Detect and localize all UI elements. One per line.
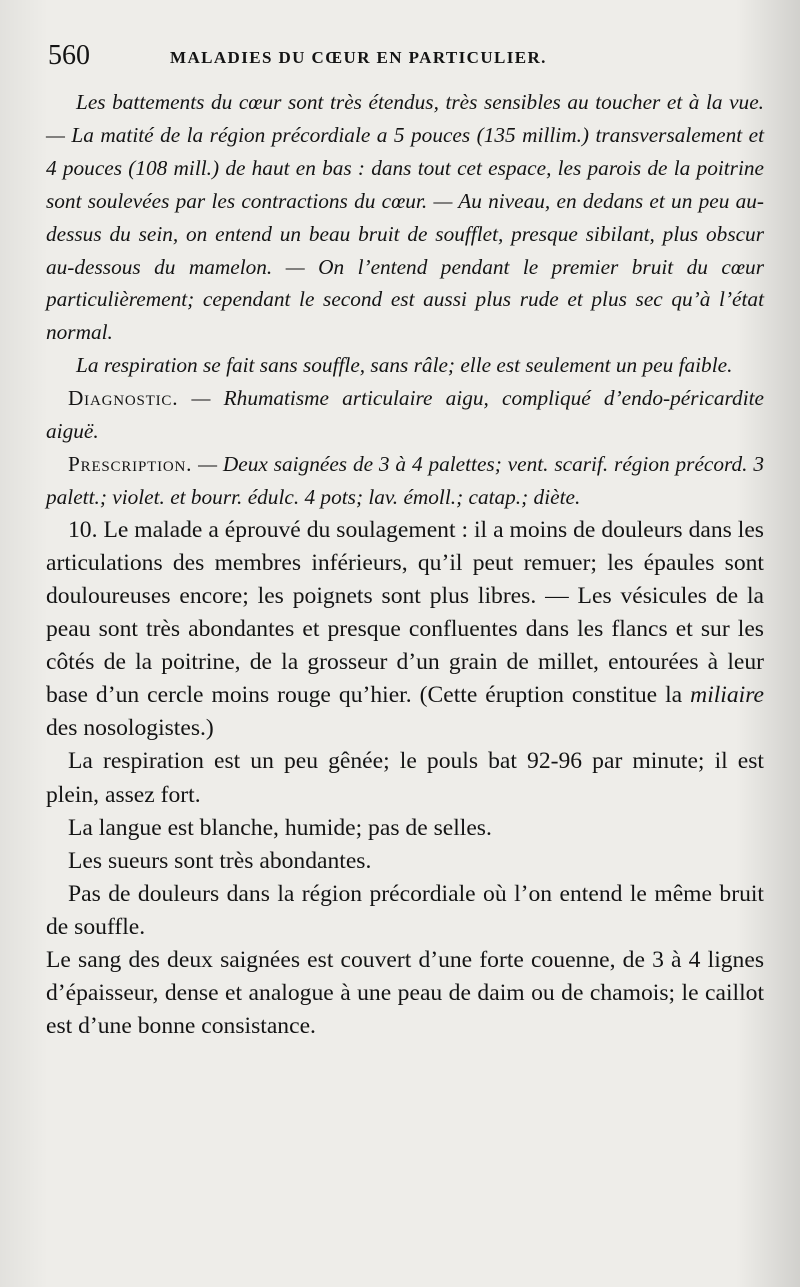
day-10-text-b: des nosologistes.) bbox=[46, 715, 214, 742]
diagnostic-text: — Rhumatisme articulaire aigu, compliqué d’endo-péricardite aiguë. bbox=[46, 386, 764, 444]
body-text bbox=[46, 86, 764, 1043]
diagnostic-label: Diagnostic. bbox=[68, 386, 179, 411]
paragraph-prescription bbox=[46, 448, 764, 514]
paragraph-heartbeat: Les battements du cœur sont très étendus, très sensibles au toucher et à la vue. — La matité de la région précordiale a 5 pouces (135 millim.) transversalement et 4 pouces (108 mill.) de haut en bas : dans tout cet espace, les parois de la poitrine sont soulevées par les contractions du cœur. — Au niveau, en dedans et un peu au-dessus du sein, on entend un beau bruit de soufflet, presque sibilant, plus obscur au-dessous du mamelon. — On l’entend pendant le premier bruit du cœur particulièrement; cependant le second est aussi plus rude et plus sec qu’à l’état normal. bbox=[46, 90, 764, 345]
paragraph-pain: Pas de douleurs dans la région précordiale où l’on entend le même bruit de souffle. bbox=[46, 880, 764, 940]
paragraph-sweat: Les sueurs sont très abondantes. bbox=[68, 847, 372, 874]
page-header bbox=[48, 40, 758, 80]
paragraph-day-10 bbox=[46, 514, 764, 746]
page-number: 560 bbox=[48, 40, 90, 71]
paragraph-blood: Le sang des deux saignées est couvert d’une forte couenne, de 3 à 4 lignes d’épaisseur, dense et analogue à une peau de daim ou de chamois; le caillot est d’une bonne consistance. bbox=[46, 947, 764, 1040]
prescription-label: Prescription. bbox=[68, 451, 193, 476]
paragraph-diagnostic bbox=[46, 382, 764, 448]
paragraph-tongue: La langue est blanche, humide; pas de selles. bbox=[68, 814, 492, 841]
paragraph-respiration: La respiration se fait sans souffle, sans râle; elle est seulement un peu faible. bbox=[76, 353, 733, 378]
running-title: MALADIES DU CŒUR EN PARTICULIER. bbox=[170, 48, 547, 67]
day-10-emphasis: miliaire bbox=[690, 682, 764, 709]
day-10-text-a: 10. Le malade a éprouvé du soulagement : il a moins de douleurs dans les articulations des membres inférieurs, qu’il peut remuer; les épaules sont douloureuses encore; les poignets sont plus libres. — Les vésicules de la peau sont très abondantes et presque confluentes dans les flancs et sur les côtés de la poitrine, de la grosseur d’un grain de millet, entourées à leur base d’un cercle moins rouge qu’hier. (Cette éruption constitue la bbox=[46, 516, 764, 709]
paragraph-pulse: La respiration est un peu gênée; le pouls bat 92-96 par minute; il est plein, assez fort. bbox=[46, 748, 764, 808]
prescription-text: — Deux saignées de 3 à 4 palettes; vent. scarif. région précord. 3 palett.; violet. et bourr. édulc. 4 pots; lav. émoll.; catap.; diète. bbox=[46, 451, 764, 509]
